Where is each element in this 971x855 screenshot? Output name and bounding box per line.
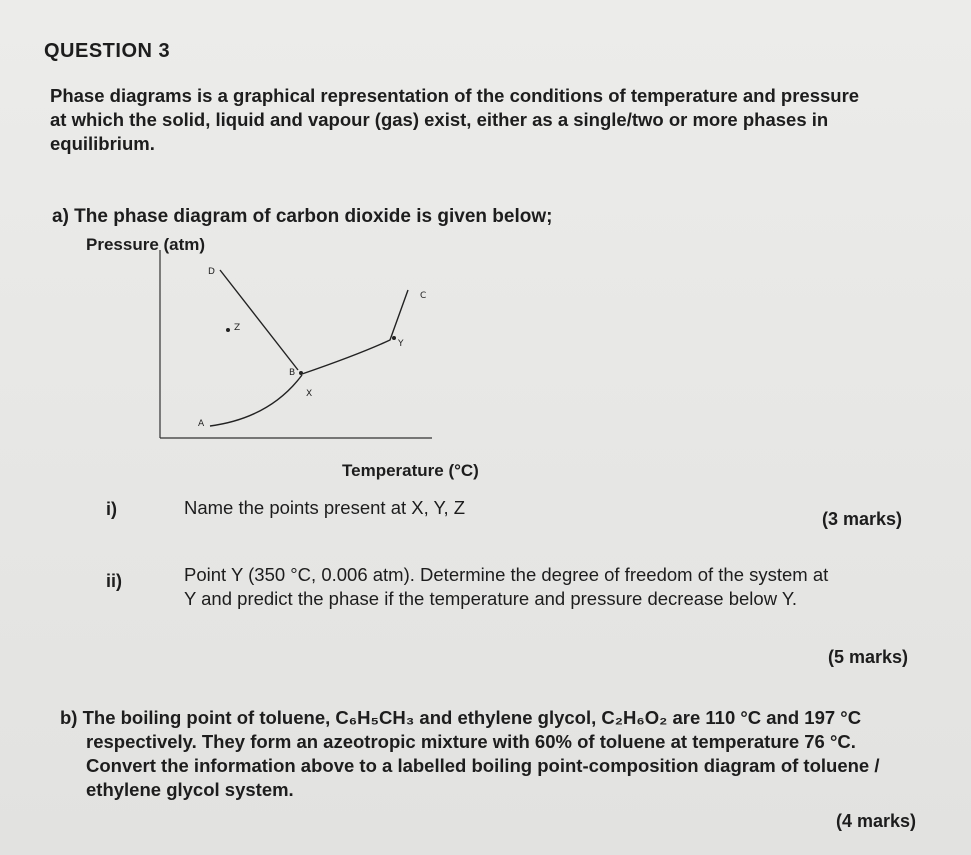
point-y-dot xyxy=(392,336,396,340)
sub-question-ii-number: ii) xyxy=(106,571,122,591)
label-b: B xyxy=(289,368,296,378)
label-y: Y xyxy=(398,339,404,349)
part-b-line-3: Convert the information above to a labelled boiling point-composition diagram of toluene / xyxy=(86,755,880,776)
label-x: X xyxy=(306,389,313,399)
diagram-x-axis-label: Temperature (°C) xyxy=(342,461,479,480)
part-b-line-4: ethylene glycol system. xyxy=(86,779,294,800)
intro-line-1: Phase diagrams is a graphical representation of the conditions of temperature and pressure xyxy=(50,85,860,106)
part-b-line-2: respectively. They form an azeotropic mixture with 60% of toluene at temperature 76 °C. xyxy=(86,731,856,752)
sub-question-i-number: i) xyxy=(106,499,117,519)
label-d: D xyxy=(208,267,215,277)
part-b-line-1: b) The boiling point of toluene, C₆H₅CH₃ and ethylene glycol, C₂H₆O₂ are 110 °C and 197 °C xyxy=(60,707,862,728)
intro-line-2: at which the solid, liquid and vapour (gas) exist, either as a single/two or more phases in xyxy=(50,109,829,130)
vaporization-curve xyxy=(302,290,408,374)
point-z-dot xyxy=(226,328,230,332)
sub-question-ii-line-1: Point Y (350 °C, 0.006 atm). Determine the degree of freedom of the system at xyxy=(184,564,829,585)
part-a-heading: a) The phase diagram of carbon dioxide is given below; xyxy=(52,206,553,227)
co2-phase-diagram xyxy=(150,250,450,450)
sub-question-i-text: Name the points present at X, Y, Z xyxy=(184,497,466,518)
sub-question-i-marks: (3 marks) xyxy=(822,509,903,529)
sublimation-curve xyxy=(210,375,302,426)
sub-question-ii-text xyxy=(184,563,944,611)
label-z: Z xyxy=(234,323,241,333)
question-title: QUESTION 3 xyxy=(44,40,171,62)
part-b-marks: (4 marks) xyxy=(836,811,917,831)
label-a: A xyxy=(198,419,205,429)
intro-line-3: equilibrium. xyxy=(50,133,155,154)
part-b-text xyxy=(60,706,940,802)
sub-question-ii-line-2: Y and predict the phase if the temperature and pressure decrease below Y. xyxy=(184,588,797,609)
diagram-y-axis-label: Pressure (atm) xyxy=(86,235,206,254)
sub-question-ii-marks: (5 marks) xyxy=(828,647,909,667)
melting-curve xyxy=(220,270,298,370)
point-b-dot xyxy=(299,371,303,375)
label-c: C xyxy=(420,291,427,301)
question-intro xyxy=(50,84,930,156)
